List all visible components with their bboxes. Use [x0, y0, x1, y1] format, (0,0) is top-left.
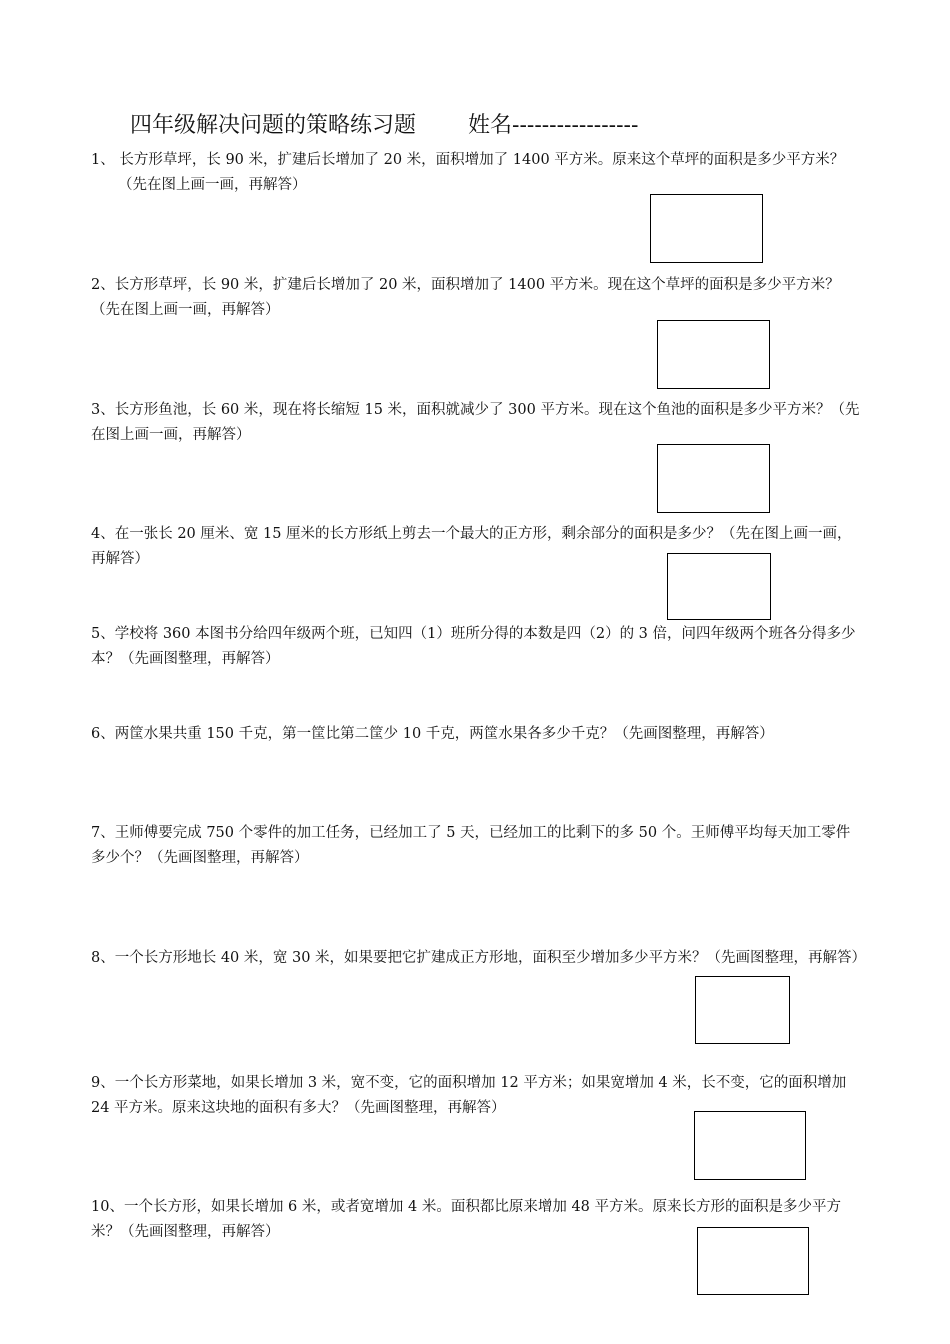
- drawing-box-3[interactable]: [657, 444, 770, 513]
- drawing-box-1[interactable]: [650, 194, 763, 263]
- drawing-box-8[interactable]: [695, 976, 790, 1044]
- name-field-label: 姓名-----------------: [468, 113, 639, 138]
- drawing-box-9[interactable]: [694, 1111, 806, 1180]
- question-1: 1、 长方形草坪，长 90 米，扩建后长增加了 20 米，面积增加了 1400 平方米。原来这个草坪的面积是多少平方米？（先在图上画一画，再解答）: [91, 152, 845, 193]
- question-6: 6、两筐水果共重 150 千克，第一筐比第二筐少 10 千克，两筐水果各多少千克？（先画图整理，再解答）: [91, 726, 774, 742]
- title-text: 四年级解决问题的策略练习题: [130, 113, 417, 138]
- question-2: 2、长方形草坪，长 90 米，扩建后长增加了 20 米，面积增加了 1400 平方米。现在这个草坪的面积是多少平方米？（先在图上画一画，再解答）: [91, 277, 840, 318]
- drawing-box-10[interactable]: [697, 1227, 809, 1295]
- question-8: 8、一个长方形地长 40 米，宽 30 米，如果要把它扩建成正方形地，面积至少增加多少平方米？（先画图整理，再解答）: [91, 950, 867, 966]
- drawing-box-4[interactable]: [667, 553, 771, 620]
- question-7: 7、王师傅要完成 750 个零件的加工任务，已经加工了 5 天，已经加工的比剩下的多 50 个。王师傅平均每天加工零件多少个？（先画图整理，再解答）: [91, 825, 851, 866]
- drawing-box-2[interactable]: [657, 320, 770, 389]
- question-4: 4、在一张长 20 厘米、宽 15 厘米的长方形纸上剪去一个最大的正方形，剩余部分的面积是多少？（先在图上画一画，再解答）: [91, 526, 852, 567]
- question-5: 5、学校将 360 本图书分给四年级两个班，已知四（1）班所分得的本数是四（2）的 3 倍，问四年级两个班各分得多少本？（先画图整理，再解答）: [91, 626, 856, 667]
- worksheet-title: [130, 108, 638, 139]
- question-10: 10、一个长方形，如果长增加 6 米，或者宽增加 4 米。面积都比原来增加 48 平方米。原来长方形的面积是多少平方米？（先画图整理，再解答）: [91, 1199, 842, 1240]
- question-9: 9、一个长方形菜地，如果长增加 3 米，宽不变，它的面积增加 12 平方米；如果宽增加 4 米，长不变，它的面积增加 24 平方米。原来这块地的面积有多大？（先画图整理，再解答）: [91, 1075, 847, 1116]
- question-3: 3、长方形鱼池，长 60 米，现在将长缩短 15 米，面积就减少了 300 平方米。现在这个鱼池的面积是多少平方米？（先在图上画一画，再解答）: [91, 402, 860, 443]
